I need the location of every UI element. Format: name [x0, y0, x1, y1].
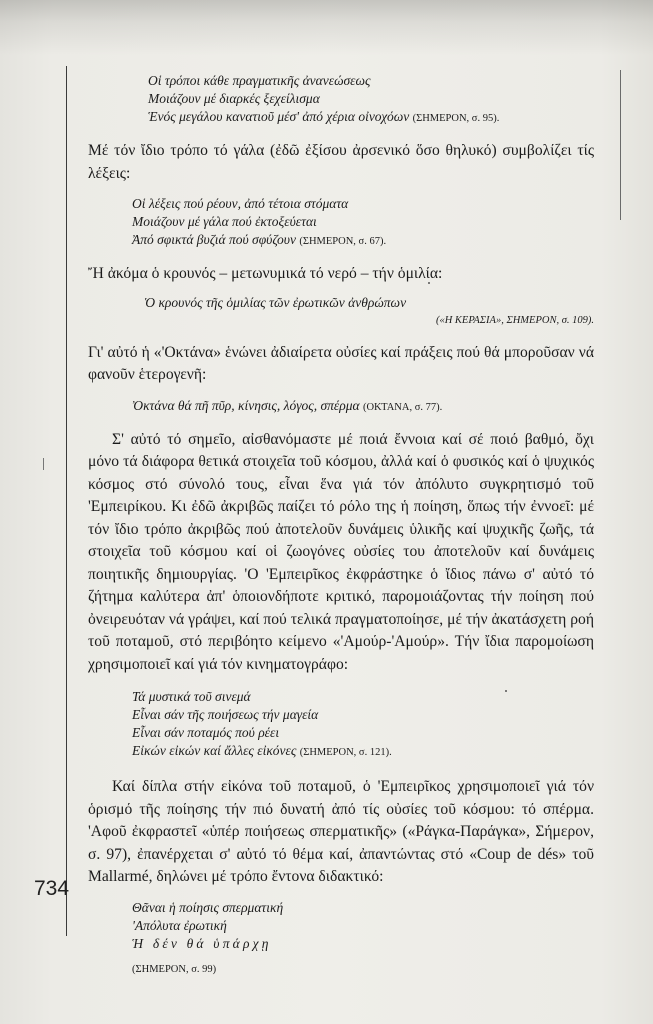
verse-line: Τά μυστικά τοῦ σινεμά: [132, 689, 251, 704]
verse-line: Ἀπό σφικτά βυζιά πού σφύζουν (ΣΗΜΕΡΟΝ, σ. 67).: [132, 232, 387, 247]
verse-line: Ὁ κρουνός τῆς ὁμιλίας τῶν ἐρωτικῶν ἀνθρώπων: [144, 294, 407, 310]
verse-quote-4: [88, 397, 594, 417]
verse-line: Θᾶναι ἡ ποίησις σπερματική: [132, 899, 284, 915]
verse-source: (ΣΗΜΕΡΟΝ, σ. 121).: [299, 747, 392, 758]
verse-source: (ΣΗΜΕΡΟΝ, σ. 99): [132, 963, 217, 975]
paragraph: Μέ τόν ἴδιο τρόπο τό γάλα (ἐδῶ ἐξίσου ἀρσενικό ὅσο θηλυκό) συμβολίζει τίς λέξεις:: [88, 142, 594, 182]
verse-source: (ΣΗΜΕΡΟΝ, σ. 95).: [412, 113, 500, 124]
verse-quote-6: [88, 899, 594, 979]
verse-line: Εἶναι σάν ποταμός πού ρέει: [132, 725, 280, 740]
paragraph: Σ' αὐτό τό σημεῖο, αἰσθανόμαστε μέ ποιά ἔννοια καί σέ ποιό βαθμό, ὄχι μόνο τά διάφορα θετικά στοιχεῖα τοῦ κόσμου, ἀλλά καί ὁ φυσικός καί ὁ ψυχικός κόσμος στό σύνολό τους, εἶναι ἕνα γιά τόν ἀπόλυτο συγκρητισμό τοῦ 'Εμπειρίκου. Κι ἐδῶ ἀκριβῶς παίζει τό ρόλο της ἡ ποίηση, ὅπως τήν ἐννοεῖ: μέ τόν ἴδιο τρόπο ἀκριβῶς πού ἀποτελοῦν δυνάμεις ὑλικῆς καί ψυχικῆς ζωῆς, τά στοιχεῖα τοῦ κόσμου καί οἱ ζωογόνες οὐσίες του ἀποτελοῦν καί δυνάμεις ποιητικῆς δημιουργίας. 'Ο 'Εμπειρῖκος ἐκφράστηκε ὁ ἴδιος πάνω σ' αὐτό τό ζήτημα καλύτερα ἀπ' ὁποιονδήποτε κριτικό, παρομοιάζοντας τήν ποίηση πού ὀνειρευόταν νά γράψει, καί πού τελικά πραγματοποίησε, μέ τήν ἀκατάσχετη ροή τοῦ ποταμοῦ, στό περιβόητο κείμενο «'Αμούρ-'Αμούρ». Τήν ἴδια παρομοίωση χρησιμοποιεῖ καί γιά τόν κινηματογράφο:: [88, 430, 594, 673]
verse-source: («Η ΚΕΡΑΣΙΑ», ΣΗΜΕΡΟΝ, σ. 109).: [435, 314, 594, 326]
paragraph: Γι' αὐτό ἡ «'Οκτάνα» ἑνώνει ἀδιαίρετα οὐσίες καί πράξεις πού θά μποροῦσαν νά φανοῦν ἑτερογενῆ:: [88, 343, 594, 383]
verse-quote-5: [88, 688, 594, 762]
verse-line: Μοιάζουν μέ γάλα πού ἐκτοξεύεται: [132, 214, 317, 229]
paragraph: Καί δίπλα στήν εἰκόνα τοῦ ποταμοῦ, ὁ 'Εμπειρῖκος χρησιμοποιεῖ γιά τόν ὁρισμό τῆς ποίησης τήν πιό δυνατή ἀπό τίς οὐσίες τοῦ κόσμου: τό σπέρμα. 'Αφοῦ ἐκφραστεῖ «ὑπέρ ποιήσεως σπερματικῆς» («Ράγκα-Παράγκα», Σήμερον, σ. 97), ἐπανέρχεται σ' αὐτό τό θέμα καί, ἀπαντώντας στό «Coup de dés» τοῦ Mallarmé, δηλώνει μέ τρόπο ἔντονα διδακτικό:: [88, 778, 594, 885]
verse-source: (ΣΗΜΕΡΟΝ, σ. 67).: [299, 236, 387, 247]
verse-line: Ἑνός μεγάλου κανατιοῦ μέσ' ἀπό χέρια οἰνοχόων (ΣΗΜΕΡΟΝ, σ. 95).: [148, 109, 500, 124]
verse-line: 'Απόλυτα ἐρωτική: [132, 917, 227, 933]
margin-mark: [43, 458, 44, 470]
verse-source: (ΟΚΤΑΝΑ, σ. 77).: [362, 401, 443, 413]
verse-quote-2: [88, 195, 594, 251]
verse-line-spaced: Ἡ δέν θά ὑπάρχῃ: [132, 935, 272, 951]
verse-line: Μοιάζουν μέ διαρκές ξεχείλισμα: [148, 91, 320, 106]
left-margin-rule: [66, 66, 67, 936]
body-text: [88, 66, 594, 979]
verse-line: Ὀκτάνα θά πῆ πῦρ, κίνησις, λόγος, σπέρμα (ΟΚΤΑΝΑ, σ. 77).: [132, 397, 443, 413]
paragraph: Ἤ ἀκόμα ὁ κρουνός – μετωνυμικά τό νερό – τήν ὁμιλία:: [88, 265, 443, 282]
scan-shadow: [0, 0, 653, 55]
verse-line: Εἶναι σάν τῆς ποιήσεως τήν μαγεία: [132, 707, 319, 722]
right-margin-rule: [620, 70, 621, 220]
verse-line: Εἰκών εἰκών καί ἄλλες εἰκόνες (ΣΗΜΕΡΟΝ, σ. 121).: [132, 743, 392, 758]
verse-line: Οἱ λέξεις πού ρέουν, ἀπό τέτοια στόματα: [132, 196, 349, 211]
verse-line: Οἱ τρόποι κάθε πραγματικῆς ἀνανεώσεως: [148, 73, 371, 88]
page-number: 734: [34, 877, 70, 900]
verse-quote-1: [88, 72, 594, 128]
verse-quote-3: [88, 294, 594, 330]
